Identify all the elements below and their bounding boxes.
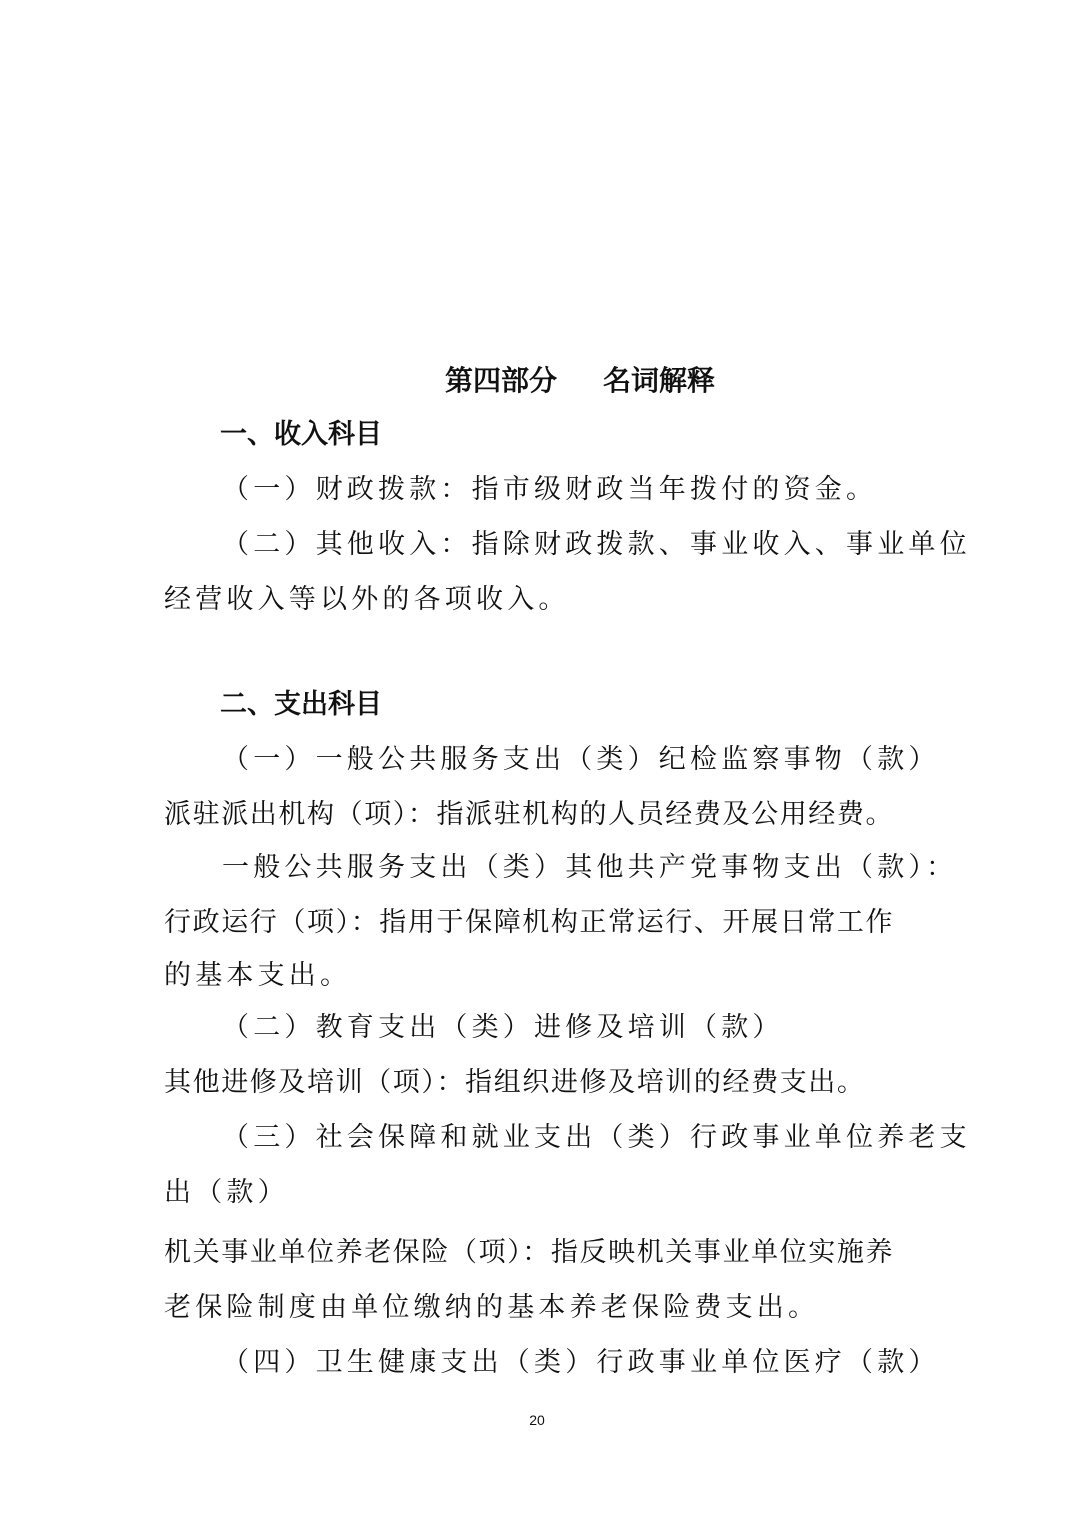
paragraph-line: 其他进修及培训（项）：指组织进修及培训的经费支出。 [164,1067,866,1098]
paragraph-line: 行政运行（项）：指用于保障机构正常运行、开展日常工作 [164,907,895,938]
page-title [0,362,1074,400]
paragraph-line: （二）教育支出（类）进修及培训（款） [222,1012,784,1043]
paragraph-line: 老保险制度由单位缴纳的基本养老保险费支出。 [164,1292,820,1323]
paragraph-line: （一）财政拨款：指市级财政当年拨付的资金。 [222,474,878,505]
paragraph-line: （二）其他收入：指除财政拨款、事业收入、事业单位 [222,529,971,560]
title-part: 第四部分 [444,364,557,397]
section-heading-expense: 二、支出科目 [220,689,382,720]
paragraph-line: 的基本支出。 [164,960,352,991]
title-name: 名词解释 [603,364,716,397]
paragraph-line: （四）卫生健康支出（类）行政事业单位医疗（款） [222,1347,940,1378]
paragraph-line: 出（款） [164,1177,289,1208]
paragraph-line: 一般公共服务支出（类）其他共产党事物支出（款）： [222,852,958,883]
paragraph-line: （三）社会保障和就业支出（类）行政事业单位养老支 [222,1122,971,1153]
page-number: 20 [529,1412,545,1428]
section-heading-income: 一、收入科目 [220,419,382,450]
paragraph-line: 机关事业单位养老保险（项）：指反映机关事业单位实施养 [164,1237,895,1268]
paragraph-line: 经营收入等以外的各项收入。 [164,584,570,615]
paragraph-line: 派驻派出机构（项）：指派驻机构的人员经费及公用经费。 [164,799,895,830]
paragraph-line: （一）一般公共服务支出（类）纪检监察事物（款） [222,744,940,775]
